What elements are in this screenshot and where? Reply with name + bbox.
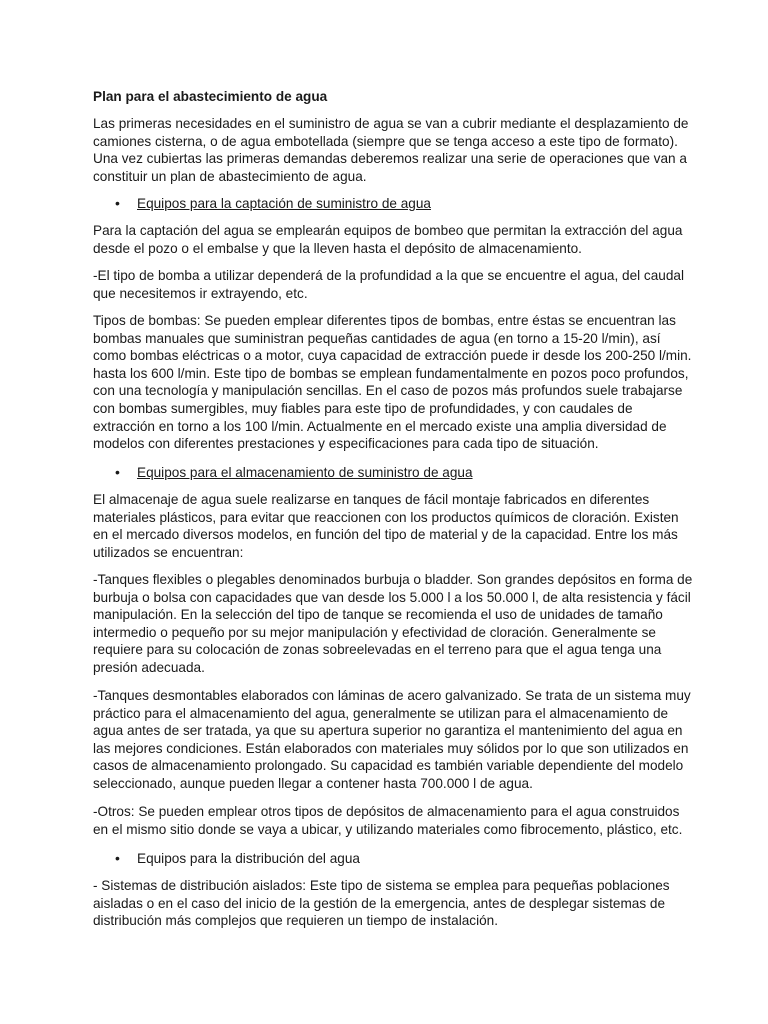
bullet-almacenamiento: [115, 464, 473, 482]
bullet-distribucion-label: Equipos para la distribución del agua: [137, 851, 360, 866]
paragraph-otros: -Otros: Se pueden emplear otros tipos de depósitos de almacenamiento para el agua construidos en el mismo sitio donde se vaya a ubicar, y utilizando materiales como fibrocemento, plástico, etc.: [93, 804, 683, 837]
paragraph-tanques-desmontables: -Tanques desmontables elaborados con láminas de acero galvanizado. Se trata de un sistema muy práctico para el almacenamiento del agua, generalmente se utilizan para el almacenamiento de agua antes de ser tratada, ya que su apertura superior no garantiza el mantenimiento del agua en las mejores condiciones. Están elaborados con materiales muy sólidos por lo que son utilizados en casos de almacenamiento prolongado. Su capacidad es también variable dependiente del modelo seleccionado, aunque pueden llegar a contener hasta 700.000 l de agua.: [93, 688, 691, 791]
bullet-icon: •: [115, 464, 120, 480]
paragraph-tipos-bombas: Tipos de bombas: Se pueden emplear diferentes tipos de bombas, entre éstas se encuentran las bombas manuales que suministran pequeñas cantidades de agua (en torno a 15-20 l/min), así como bombas eléctricas o a motor, cuya capacidad de extracción puede ir desde los 200-250 l/min. hasta los 600 l/min. Este tipo de bombas se emplean fundamentalmente en pozos poco profundos, con una tecnología y manipulación sencillas. En el caso de pozos más profundos suele trabajarse con bombas sumergibles, muy fiables para este tipo de profundidades, y con caudales de extracción en torno a los 100 l/min. Actualmente en el mercado existe una amplia diversidad de modelos con diferentes prestaciones y especificaciones para cada tipo de situación.: [93, 313, 692, 452]
bullet-icon: •: [115, 195, 120, 211]
bullet-icon: •: [115, 850, 120, 866]
paragraph-tipo-bomba: -El tipo de bomba a utilizar dependerá de la profundidad a la que se encuentre el agua, del caudal que necesitemos ir extrayendo, etc.: [93, 268, 684, 301]
paragraph-almacenaje: El almacenaje de agua suele realizarse en tanques de fácil montaje fabricados en diferentes materiales plásticos, para evitar que reaccionen con los productos químicos de cloración. Existen en el mercado diversos modelos, en función del tipo de material y de la capacidad. Entre los más utilizados se encuentran:: [93, 492, 679, 560]
document-title: Plan para el abastecimiento de agua: [93, 89, 328, 104]
paragraph-captacion: Para la captación del agua se emplearán equipos de bombeo que permitan la extracción del agua desde el pozo o el embalse y que la lleven hasta el depósito de almacenamiento.: [93, 223, 683, 256]
bullet-captacion: [115, 195, 431, 213]
paragraph-tanques-flexibles: -Tanques flexibles o plegables denominados burbuja o bladder. Son grandes depósitos en forma de burbuja o bolsa con capacidades que van desde los 5.000 l a los 50.000 l, de alta resistencia y fácil manipulación. En la selección del tipo de tanque se recomienda el uso de unidades de tamaño intermedio o pequeño por su mejor manipulación y efectividad de cloración. Generalmente se requiere para su colocación de zonas sobreelevadas en el terreno para que el agua tenga una presión adecuada.: [93, 572, 693, 675]
paragraph-distribucion-aislados: - Sistemas de distribución aislados: Este tipo de sistema se emplea para pequeñas poblaciones aisladas o en el caso del inicio de la gestión de la emergencia, antes de desplegar sistemas de distribución más complejos que requieren un tiempo de instalación.: [93, 878, 670, 929]
bullet-captacion-label: Equipos para la captación de suministro de agua: [137, 196, 431, 211]
bullet-distribucion: [115, 850, 360, 868]
paragraph-intro: Las primeras necesidades en el suministro de agua se van a cubrir mediante el desplazamiento de camiones cisterna, o de agua embotellada (siempre que se tenga acceso a este tipo de formato). Una vez cubiertas las primeras demandas deberemos realizar una serie de operaciones que van a constituir un plan de abastecimiento de agua.: [93, 116, 689, 184]
bullet-almacenamiento-label: Equipos para el almacenamiento de suministro de agua: [137, 465, 473, 480]
